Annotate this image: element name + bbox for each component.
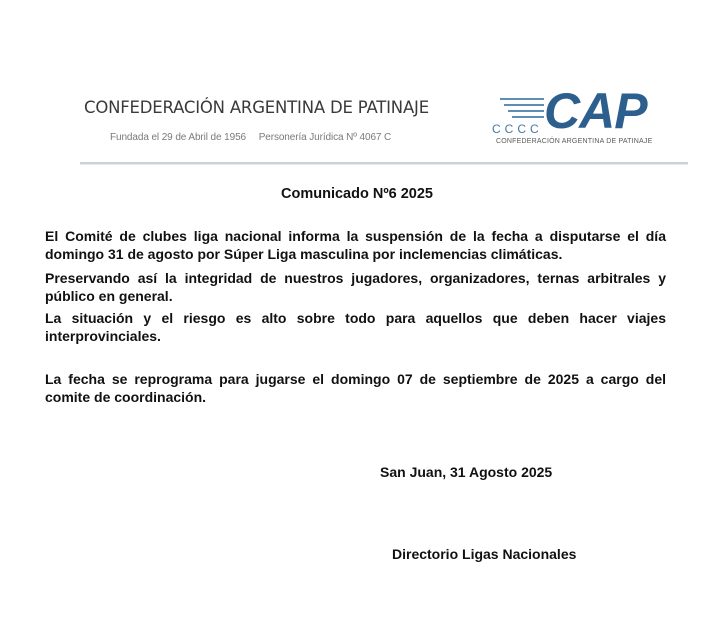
place-and-date: San Juan, 31 Agosto 2025 xyxy=(380,464,553,480)
founded-date: Fundada el 29 de Abril de 1956 xyxy=(110,132,246,143)
logo-text: CAP xyxy=(544,83,647,139)
letterhead xyxy=(80,80,690,166)
paragraph-suspension: El Comité de clubes liga nacional informa la suspensión de la fecha a disputarse el día domingo 31 de agosto por Súper Liga masculina por inclemencias climáticas. xyxy=(45,228,666,262)
header-divider xyxy=(80,162,688,164)
logo-speed-lines xyxy=(500,98,544,122)
org-name: CONFEDERACIÓN ARGENTINA DE PATINAJE xyxy=(84,98,429,118)
paragraph-reschedule: La fecha se reprograma para jugarse el domingo 07 de septiembre de 2025 a cargo del comite de coordinación. xyxy=(45,371,666,405)
paragraph-risk: La situación y el riesgo es alto sobre todo para aquellos que deben hacer viajes interprovinciales. xyxy=(45,310,666,344)
cap-logo xyxy=(492,84,688,156)
legal-registration: Personería Jurídica Nº 4067 C xyxy=(258,132,392,143)
paragraph-integrity: Preservando así la integridad de nuestros jugadores, organizadores, ternas arbitrales y público en general. xyxy=(45,270,666,304)
logo-caption: CONFEDERACIÓN ARGENTINA DE PATINAJE xyxy=(496,138,653,145)
document-title: Comunicado Nº6 2025 xyxy=(281,186,433,202)
logo-marks: CCCC xyxy=(492,122,543,136)
signatory: Directorio Ligas Nacionales xyxy=(392,546,577,562)
org-details xyxy=(110,132,391,143)
